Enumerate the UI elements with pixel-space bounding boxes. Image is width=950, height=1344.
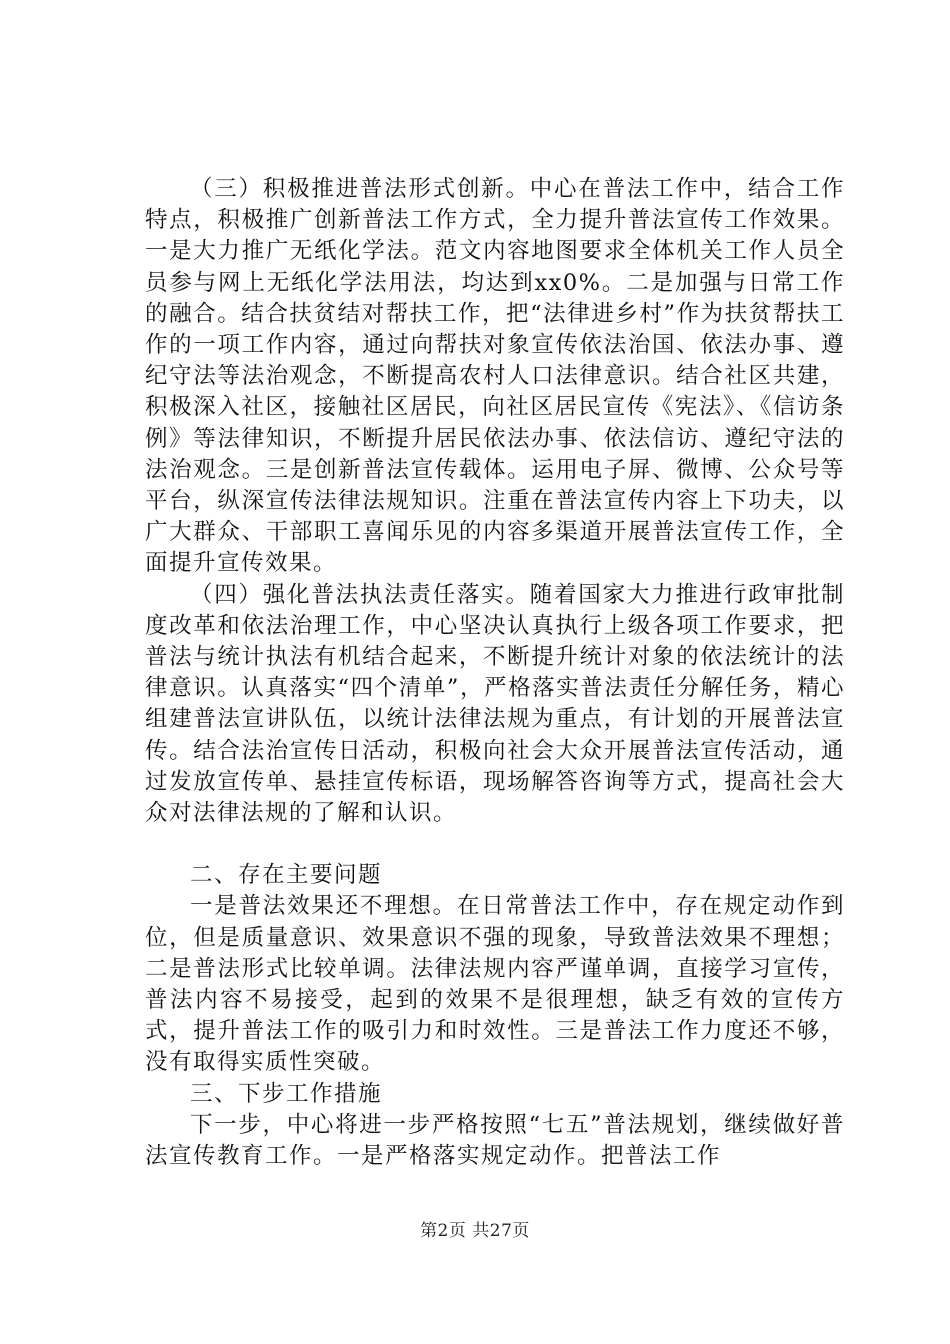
section-heading-next-steps: 三、下步工作措施 — [190, 1080, 383, 1107]
paragraph-enforcement-responsibility: （四）强化普法执法责任落实。随着国家大力推进行政审批制度改革和依法治理工作，中心坚决认真执行上级各项工作要求，把普法与统计执法有机结合起来，不断提升统计对象的依法统计的法律意识。认真落实“四个清单”，严格落实普法责任分解任务，精心组建普法宣讲队伍，以统计法律法规为重点，有计划的开展普法宣传。结合法治宣传日活动，积极向社会大众开展普法宣传活动，通过发放宣传单、悬挂宣传标语，现场解答咨询等方式，提高社会大众对法律法规的了解和认识。 — [145, 581, 845, 827]
paragraph-next-steps: 下一步，中心将进一步严格按照“七五”普法规划，继续做好普法宣传教育工作。一是严格落实规定动作。把普法工作 — [145, 1111, 845, 1170]
paragraph-promote-innovation: （三）积极推进普法形式创新。中心在普法工作中，结合工作特点，积极推广创新普法工作方式，全力提升普法宣传工作效果。一是大力推广无纸化学法。范文内容地图要求全体机关工作人员全员参与网上无纸化学法用法，均达到xx0%。二是加强与日常工作的融合。结合扶贫结对帮扶工作，把“法律进乡村”作为扶贫帮扶工作的一项工作内容，通过向帮扶对象宣传依法治国、依法办事、遵纪守法等法治观念，不断提高农村人口法律意识。结合社区共建，积极深入社区，接触社区居民，向社区居民宣传《宪法》、《信访条例》等法律知识，不断提升居民依法办事、依法信访、遵纪守法的法治观念。三是创新普法宣传载体。运用电子屏、微博、公众号等平台，纵深宣传法律法规知识。注重在普法宣传内容上下功夫，以广大群众、干部职工喜闻乐见的内容多渠道开展普法宣传工作，全面提升宣传效果。 — [145, 176, 845, 577]
document-body — [145, 174, 845, 1172]
page-number-footer: 第2页 共27页 — [420, 1221, 530, 1241]
section-heading-main-problems: 二、存在主要问题 — [190, 862, 383, 889]
paragraph-main-problems: 一是普法效果还不理想。在日常普法工作中，存在规定动作到位，但是质量意识、效果意识不强的现象，导致普法效果不理想；二是普法形式比较单调。法律法规内容严谨单调，直接学习宣传，普法内容不易接受，起到的效果不是很理想，缺乏有效的宣传方式，提升普法工作的吸引力和时效性。三是普法工作力度还不够，没有取得实质性突破。 — [145, 893, 845, 1076]
